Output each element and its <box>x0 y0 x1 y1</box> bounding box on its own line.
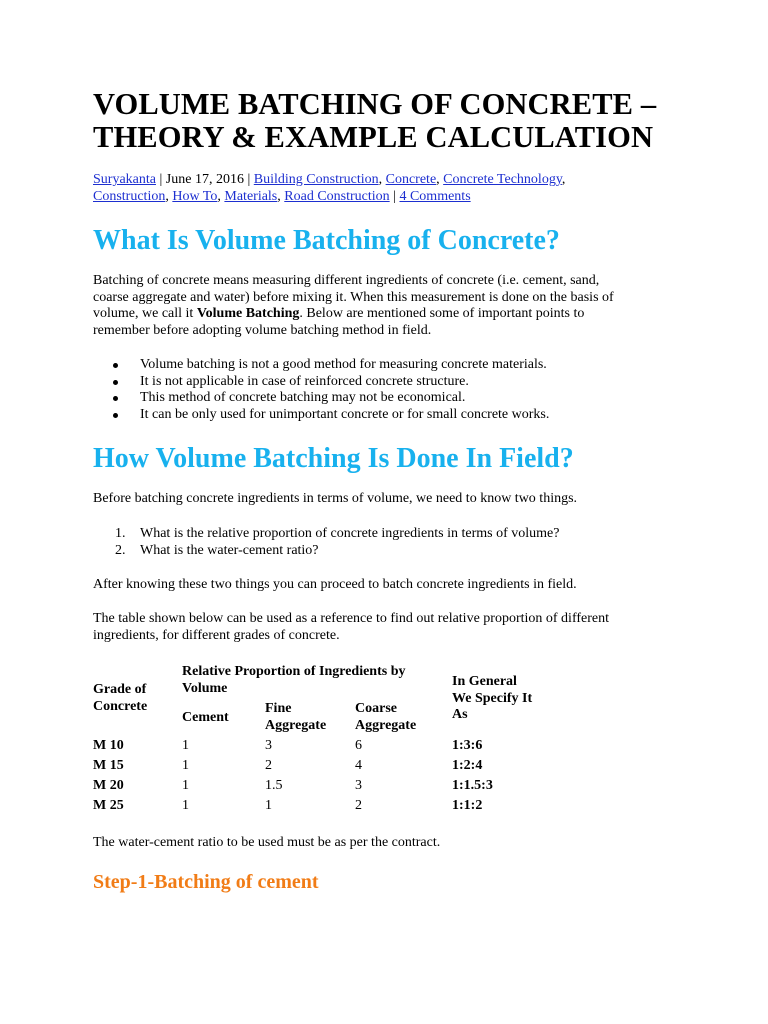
header-text: Volume <box>182 680 228 696</box>
header-grade <box>93 682 147 715</box>
article-title-line-2: THEORY & EXAMPLE CALCULATION <box>93 120 654 154</box>
list-item <box>93 390 673 407</box>
cell-grade: M 10 <box>93 738 124 753</box>
header-cement: Cement <box>182 710 229 725</box>
proportion-table <box>93 662 543 822</box>
cell-spec: 1:1.5:3 <box>452 778 493 793</box>
list-item <box>93 407 673 424</box>
list-item <box>93 357 673 374</box>
paragraph-line: ingredients, for different grades of concrete. <box>93 627 340 643</box>
after-knowing-paragraph: After knowing these two things you can proceed to batch concrete ingredients in field. <box>93 577 577 592</box>
paragraph-line: The table shown below can be used as a reference to find out relative proportion of different <box>93 611 609 626</box>
header-text: Grade of <box>93 682 147 697</box>
header-text: Aggregate <box>355 717 417 733</box>
bullet-icon <box>113 396 118 401</box>
paragraph-line: coarse aggregate and water) before mixing it. When this measurement is done on the basis of <box>93 289 614 305</box>
header-coarse-aggregate <box>355 701 416 734</box>
bullet-icon <box>113 380 118 385</box>
category-link-concrete-technology[interactable]: Concrete Technology <box>443 172 562 187</box>
meta-separator: | <box>155 172 166 187</box>
section2-intro: Before batching concrete ingredients in terms of volume, we need to know two things. <box>93 491 578 506</box>
water-cement-note: The water-cement ratio to be used must be as per the contract. <box>93 835 441 850</box>
paragraph-line: remember before adopting volume batching method in field. <box>93 322 432 338</box>
list-item <box>93 543 673 560</box>
list-item-text: It can be only used for unimportant concrete or for small concrete works. <box>140 406 550 422</box>
category-link-construction[interactable]: Construction <box>93 189 166 204</box>
section-heading-how-done: How Volume Batching Is Done In Field? <box>93 443 574 474</box>
cell-spec: 1:1:2 <box>452 798 483 813</box>
header-relative-proportion <box>182 664 405 697</box>
paragraph-line: volume, we call it <box>93 306 197 322</box>
header-text: We Specify It <box>452 690 533 706</box>
header-text: As <box>452 707 468 722</box>
cell-grade: M 20 <box>93 778 124 793</box>
cell-coarse: 2 <box>355 798 362 813</box>
category-link-road-construction[interactable]: Road Construction <box>284 189 390 204</box>
list-item-text: What is the water-cement ratio? <box>140 542 319 558</box>
header-text: Concrete <box>93 698 148 714</box>
list-item-text: What is the relative proportion of concrete ingredients in terms of volume? <box>140 526 560 541</box>
bullet-icon <box>113 363 118 368</box>
bold-term: Volume Batching <box>196 306 300 322</box>
list-number: 2. <box>115 542 126 558</box>
header-text: In General <box>452 674 517 689</box>
cell-fine: 3 <box>265 738 272 753</box>
header-text: Coarse <box>355 701 397 716</box>
section-heading-what-is: What Is Volume Batching of Concrete? <box>93 225 560 256</box>
author-link[interactable]: Suryakanta <box>93 172 156 187</box>
category-link-concrete[interactable]: Concrete <box>385 172 437 187</box>
comments-link[interactable]: 4 Comments <box>399 189 471 204</box>
list-number: 1. <box>115 526 126 541</box>
list-item-text: This method of concrete batching may not be economical. <box>140 390 466 406</box>
meta-separator: | <box>243 172 254 187</box>
article-title-line-1: VOLUME BATCHING OF CONCRETE – <box>93 87 657 121</box>
bullet-list <box>93 357 673 423</box>
cell-grade: M 15 <box>93 758 124 773</box>
header-text: Aggregate <box>265 717 327 733</box>
article-title <box>93 88 713 154</box>
cell-spec: 1:2:4 <box>452 758 483 773</box>
header-fine-aggregate <box>265 701 326 734</box>
header-text: Fine <box>265 701 292 716</box>
cell-fine: 1.5 <box>265 778 283 793</box>
header-general-spec <box>452 674 532 724</box>
paragraph-line: . Below are mentioned some of important points to <box>299 306 585 322</box>
list-item <box>93 526 673 543</box>
numbered-list <box>93 526 673 559</box>
cell-coarse: 4 <box>355 758 362 773</box>
cell-coarse: 3 <box>355 778 362 793</box>
cell-cement: 1 <box>182 798 189 813</box>
cell-fine: 2 <box>265 758 272 773</box>
cell-spec: 1:3:6 <box>452 738 483 753</box>
category-link-materials[interactable]: Materials <box>224 189 278 204</box>
cell-coarse: 6 <box>355 738 362 753</box>
publish-date: June 17, 2016 <box>165 172 244 187</box>
step-1-heading: Step-1-Batching of cement <box>93 871 319 893</box>
intro-paragraph <box>93 273 673 339</box>
header-text: Relative Proportion of Ingredients by <box>182 664 406 679</box>
category-link-building-construction[interactable]: Building Construction <box>253 172 379 187</box>
cell-cement: 1 <box>182 778 189 793</box>
cell-cement: 1 <box>182 758 189 773</box>
category-link-how-to[interactable]: How To <box>172 189 218 204</box>
list-item-text: It is not applicable in case of reinforced concrete structure. <box>140 373 469 389</box>
list-item-text: Volume batching is not a good method for measuring concrete materials. <box>140 357 547 372</box>
list-item <box>93 374 673 391</box>
table-intro-paragraph <box>93 611 673 644</box>
paragraph-line: Batching of concrete means measuring different ingredients of concrete (i.e. cement, sand, <box>93 273 600 288</box>
cell-fine: 1 <box>265 798 272 813</box>
bullet-icon <box>113 413 118 418</box>
cell-grade: M 25 <box>93 798 124 813</box>
article-meta: Suryakanta | June 17, 2016 | Building Construction, Concrete, Concrete Technology, Construction, How To, Materials, Road Construction | 4 Comments <box>93 172 566 204</box>
cell-cement: 1 <box>182 738 189 753</box>
